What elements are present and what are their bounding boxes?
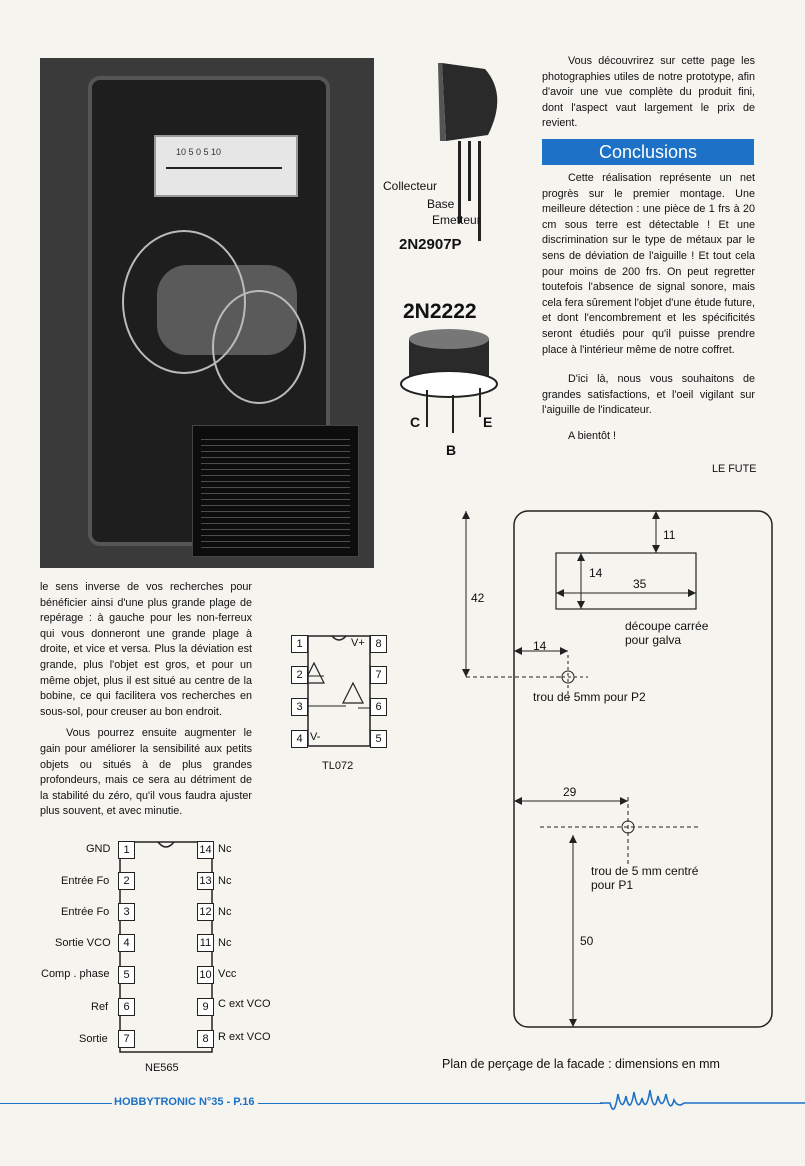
ne565-label-13: Nc [218, 875, 232, 887]
ne565-pin-8: 8 [197, 1030, 214, 1048]
footer-wave-logo [600, 1084, 805, 1124]
ne565-pin-1: 1 [118, 841, 135, 859]
ne565-pin-10: 10 [197, 966, 214, 984]
hole-p1-label-line2: pour P1 [591, 878, 634, 892]
dim-42: 42 [471, 591, 485, 605]
transistor-name-2n2907p: 2N2907P [399, 236, 462, 253]
tl072-pin-7: 7 [370, 666, 387, 684]
dim-11: 11 [663, 528, 676, 542]
hole-p2-label: trou de 5mm pour P2 [533, 690, 646, 704]
left-column-text: le sens inverse de vos recherches pour bénéficier ainsi d'une plus grande plage de repérage : à gauche pour les non-ferreux qui vous donneront une grande plage à droite, et vice et versa. Plus la déviation est grande, plus l'objet est gros, et pour un même objet, plus il est situé au centre de la bobine, ce qui facilitera vos recherches en sous-sol, pour creuser au bon endroit. Vous pourrez ensuite augmenter le gain pour améliorer la sensibilité aux petits objets ou situés à de plus grandes profondeurs, mais ce sera au détriment de la stabilité du zéro, qu'il vous faudra ajuster plus souvent, et avec minutie. [40, 581, 252, 818]
ne565-label-8: R ext VCO [218, 1031, 271, 1043]
ne565-label-9: C ext VCO [218, 998, 271, 1010]
tl072-pin-6: 6 [370, 698, 387, 716]
dim-14-side: 14 [533, 639, 547, 653]
dim-14-height: 14 [589, 566, 603, 580]
ne565-pin-7: 7 [118, 1030, 135, 1048]
ne565-label-5: Comp . phase [41, 968, 110, 980]
ne565-label-6: Ref [91, 1001, 109, 1013]
device-case [88, 76, 330, 546]
ne565-pin-14: 14 [197, 841, 214, 859]
tl072-name: TL072 [322, 760, 354, 772]
ne565-pin-12: 12 [197, 903, 214, 921]
tl072-vminus-label: V- [310, 731, 321, 743]
pin-e-label: E [483, 414, 493, 430]
ne565-label-12: Nc [218, 906, 232, 918]
meter-scale-text: 10 5 0 5 10 [176, 147, 222, 157]
ne565-pin-2: 2 [118, 872, 135, 890]
dim-29: 29 [563, 785, 577, 799]
ne565-pin-11: 11 [197, 934, 214, 952]
ne565-label-2: Entrée Fo [61, 875, 110, 887]
base-label: Base [427, 197, 455, 211]
tl072-pin-4: 4 [291, 730, 308, 748]
cutout-label-line2: pour galva [625, 633, 682, 647]
ne565-pin-9: 9 [197, 998, 214, 1016]
drilling-plan-drawing [440, 505, 780, 1050]
ne565-label-4: Sortie VCO [55, 937, 111, 949]
ne565-label-10: Vcc [218, 968, 237, 980]
ne565-label-1: GND [86, 843, 111, 855]
prototype-photo [40, 58, 374, 568]
hole-p1-label-line1: trou de 5 mm centré [591, 864, 699, 878]
ne565-label-14: Nc [218, 843, 232, 855]
tl072-pin-1: 1 [291, 635, 308, 653]
ne565-label-7: Sortie [79, 1033, 108, 1045]
ne565-pin-6: 6 [118, 998, 135, 1016]
ne565-pin-3: 3 [118, 903, 135, 921]
ne565-pin-13: 13 [197, 872, 214, 890]
intro-text: Vous découvrirez sur cette page les photographies utiles de notre prototype, afin d'avoir une vue complète du produit fini, dont l'aspect vaut largement le prix de revient. [542, 55, 755, 130]
ne565-pin-4: 4 [118, 934, 135, 952]
pin-c-label: C [410, 414, 421, 430]
tl072-pin-3: 3 [291, 698, 308, 716]
footer-page-label: HOBBYTRONIC N°35 - P.16 [114, 1096, 255, 1108]
galvanometer [154, 135, 298, 197]
dim-35: 35 [633, 577, 647, 591]
footer-rule-middle [258, 1103, 603, 1104]
ne565-pin-5: 5 [118, 966, 135, 984]
ne565-name: NE565 [145, 1062, 179, 1074]
tl072-vplus-label: V+ [351, 637, 365, 649]
tl072-pin-2: 2 [291, 666, 308, 684]
emitter-label: Emetteur [432, 213, 481, 227]
tl072-pin-5: 5 [370, 730, 387, 748]
battery-pack [192, 425, 359, 557]
collector-label: Collecteur [383, 179, 438, 193]
footer-rule-left [0, 1103, 112, 1104]
conclusions-body: Cette réalisation représente un net progrès sur le premier montage. Une meilleure détection : une pièce de 1 frs à 20 cm sous terre est détectable ! Et une discrimination sur le type de métaux par le sens de déviation de l'aiguille ! Et tout cela pour moins de 200 frs. On peut regretter toutefois l'absence de signal sonore, mais cela fera sûrement l'objet d'une étude future, et dont l'encombrement et les spécificités seront étudiés pour qu'il puisse prendre place à l'intérieur même de notre coffret. D'ici là, nous vous souhaitons de grandes satisfactions, et l'oeil vigilant sur l'aiguille de l'indicateur. A bientôt ! [542, 172, 755, 442]
pin-b-label: B [446, 442, 457, 458]
drilling-plan-caption: Plan de perçage de la facade : dimensions en mm [442, 1057, 720, 1071]
signature: LE FUTE [712, 463, 757, 475]
dim-50: 50 [580, 934, 594, 948]
transistor-name-2n2222: 2N2222 [403, 300, 477, 323]
conclusions-heading: Conclusions [542, 139, 754, 165]
ne565-label-3: Entrée Fo [61, 906, 110, 918]
cutout-label-line1: découpe carrée [625, 619, 709, 633]
ne565-label-11: Nc [218, 937, 232, 949]
tl072-pin-8: 8 [370, 635, 387, 653]
